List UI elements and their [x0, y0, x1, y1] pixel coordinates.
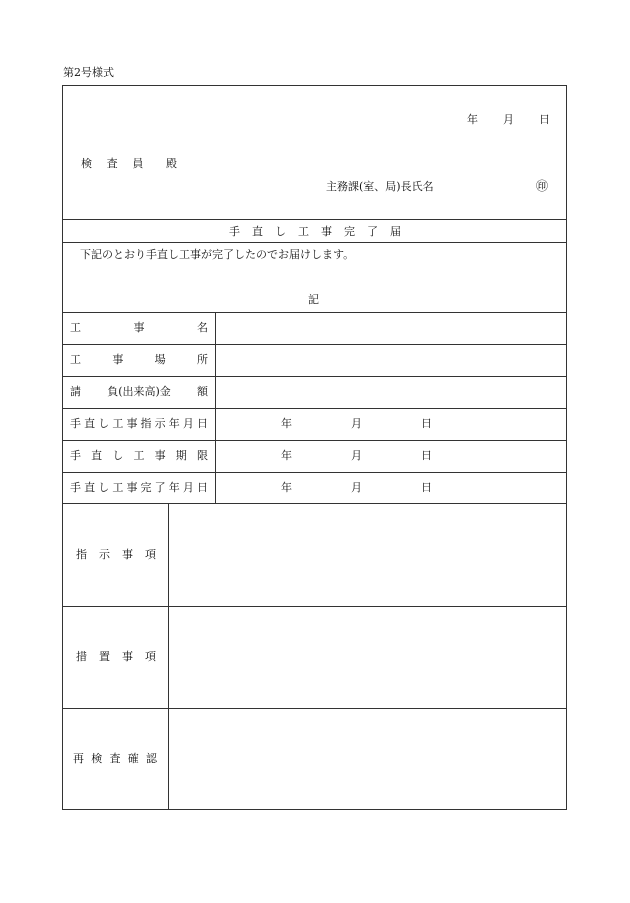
section-label-char: 指 — [76, 548, 87, 561]
sender-name-field[interactable] — [453, 174, 528, 194]
completion-date-day: 日 — [421, 481, 432, 494]
row-label-char: 日 — [196, 417, 208, 430]
completion-date-month: 月 — [351, 481, 362, 494]
seal-mark: ㊞ — [536, 179, 549, 193]
row-label-char: 工 — [70, 321, 81, 334]
title-top-border — [62, 219, 567, 220]
table-column-divider — [215, 312, 216, 504]
row-label-char: 月 — [182, 481, 194, 494]
row-label-construction-site — [70, 354, 208, 365]
section-line — [62, 708, 567, 709]
row-label-char: 期 — [175, 449, 187, 462]
construction-name-field[interactable] — [217, 314, 565, 343]
addressee-char: 検 — [81, 157, 92, 170]
frame-right-border — [566, 85, 567, 810]
section-label-char: 認 — [146, 752, 157, 765]
date-day-label: 日 — [539, 113, 550, 126]
instruction-date-year: 年 — [281, 417, 292, 430]
section-label-measures — [76, 651, 156, 662]
row-label-char: 工 — [133, 449, 145, 462]
table-line — [62, 312, 567, 313]
instruction-date-field[interactable] — [217, 410, 565, 439]
contract-amount-field[interactable] — [217, 378, 565, 407]
row-label-char: 場 — [154, 353, 166, 366]
section-label-char: 措 — [76, 650, 87, 663]
title-char: 了 — [367, 225, 378, 238]
row-label-char: 所 — [196, 353, 208, 366]
row-label-char: 直 — [91, 449, 103, 462]
row-label-char: 指 — [140, 417, 152, 430]
section-label-char: 事 — [122, 548, 133, 561]
row-label-char: し — [98, 481, 110, 494]
date-year-label: 年 — [467, 113, 478, 126]
date-month-label: 月 — [503, 113, 514, 126]
title-char: 工 — [298, 225, 309, 238]
form-number: 第2号様式 — [63, 66, 114, 79]
row-label-char: 事 — [154, 449, 166, 462]
row-label-char: 事 — [112, 353, 124, 366]
row-label-char: 工 — [70, 353, 81, 366]
row-label-contract-amount — [70, 386, 208, 397]
title-char: し — [275, 225, 286, 238]
title-char: 直 — [252, 225, 263, 238]
deadline-year: 年 — [281, 449, 292, 462]
row-label-char: 手 — [70, 481, 81, 494]
instruction-date-day: 日 — [421, 417, 432, 430]
completion-date-field[interactable] — [217, 474, 565, 502]
title-char: 届 — [390, 225, 401, 238]
measures-field[interactable] — [170, 608, 565, 707]
instructions-field[interactable] — [170, 505, 565, 605]
row-label-char: 手 — [70, 417, 81, 430]
section-label-char: 項 — [145, 650, 156, 663]
row-label-char: 年 — [168, 417, 180, 430]
section-label-reinspection — [73, 753, 157, 764]
row-label-char: 示 — [154, 417, 166, 430]
row-label-char: 手 — [70, 449, 81, 462]
table-line — [62, 440, 567, 441]
instruction-date-month: 月 — [351, 417, 362, 430]
row-label-deadline — [70, 450, 208, 461]
document-title — [229, 226, 401, 237]
table-line — [62, 503, 567, 504]
section-label-char: 確 — [127, 752, 139, 765]
row-label-completion-date — [70, 482, 208, 493]
reinspection-field[interactable] — [170, 710, 565, 808]
deadline-day: 日 — [421, 449, 432, 462]
row-label-char: 完 — [140, 481, 152, 494]
frame-bottom-border — [62, 809, 567, 810]
table-line — [62, 344, 567, 345]
sender-name-label: 主務課(室、局)長氏名 — [326, 180, 434, 193]
ki-label: 記 — [308, 293, 319, 306]
section-label-char: 事 — [122, 650, 133, 663]
section-label-char: 項 — [145, 548, 156, 561]
title-bottom-border — [62, 242, 567, 243]
table-line — [62, 376, 567, 377]
row-label-char: 請 — [70, 385, 81, 398]
row-label-char: 事 — [126, 481, 138, 494]
row-label-char: 了 — [154, 481, 166, 494]
row-label-char: 年 — [168, 481, 180, 494]
row-label-char: 月 — [182, 417, 194, 430]
intro-text: 下記のとおり手直し工事が完了したのでお届けします。 — [80, 248, 355, 261]
title-char: 完 — [344, 225, 355, 238]
row-label-char: 事 — [126, 417, 138, 430]
header-section — [63, 86, 566, 219]
section-label-char: 示 — [99, 548, 110, 561]
construction-site-field[interactable] — [217, 346, 565, 375]
row-label-char: 工 — [112, 417, 124, 430]
section-label-char: 検 — [91, 752, 103, 765]
row-label-char: し — [112, 449, 124, 462]
addressee — [81, 158, 177, 169]
row-label-char: 額 — [197, 385, 208, 398]
row-label-char: 直 — [84, 481, 96, 494]
row-label-char: し — [98, 417, 110, 430]
row-label-instruction-date — [70, 418, 208, 429]
section-line — [62, 606, 567, 607]
addressee-char: 査 — [106, 157, 118, 170]
row-label-char: 事 — [133, 321, 145, 334]
row-label-char: 限 — [196, 449, 208, 462]
completion-date-year: 年 — [281, 481, 292, 494]
row-label-construction-name — [70, 322, 208, 333]
title-char: 手 — [229, 225, 240, 238]
table-line — [62, 472, 567, 473]
section-label-char: 査 — [109, 752, 121, 765]
table-line — [62, 408, 567, 409]
row-label-char: 工 — [112, 481, 124, 494]
row-label-char: 負(出来高)金 — [107, 385, 171, 398]
deadline-field[interactable] — [217, 442, 565, 471]
section-label-instructions — [76, 549, 156, 560]
deadline-month: 月 — [351, 449, 362, 462]
section-column-divider — [168, 503, 169, 810]
row-label-char: 日 — [196, 481, 208, 494]
row-label-char: 名 — [197, 321, 208, 334]
section-label-char: 再 — [73, 752, 84, 765]
addressee-char: 殿 — [165, 157, 177, 170]
addressee-char: 員 — [132, 157, 144, 170]
title-char: 事 — [321, 225, 332, 238]
row-label-char: 直 — [84, 417, 96, 430]
section-label-char: 置 — [99, 650, 110, 663]
